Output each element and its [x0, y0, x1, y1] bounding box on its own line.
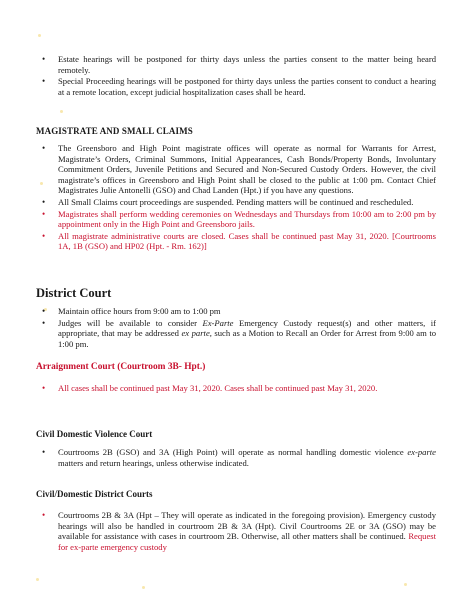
- list-item: • Magistrates shall perform wedding ceremonies on Wednesdays and Thursdays from 10:00 am to 2:00 pm by appointment only in the High Point and Greensboro jails.: [42, 208, 436, 230]
- bullet-icon: •: [42, 196, 46, 207]
- scan-speck: [404, 583, 407, 586]
- list-item: • Courtrooms 2B (GSO) and 3A (High Point) will operate as normal handling domestic violence ex-parte matters and return hearings, unless otherwise indicated.: [42, 447, 436, 468]
- section-heading: Civil/Domestic District Courts: [36, 489, 153, 499]
- district-bullets: [36, 306, 436, 350]
- civil-dv-bullets: [36, 447, 436, 469]
- section-heading: Arraignment Court (Courtroom 3B- Hpt.): [36, 362, 206, 372]
- section-heading: MAGISTRATE AND SMALL CLAIMS: [36, 126, 193, 136]
- list-item: • All magistrate administrative courts are closed. Cases shall be continued past May 31, 2020. [Courtrooms 1A, 1B (GSO) and HP02 (Hpt. - Rm. 162)]: [42, 230, 436, 252]
- list-item: • Estate hearings will be postponed for thirty days unless the parties consent to the matter being heard remotely.: [42, 54, 436, 75]
- civil-district-bullets: [36, 510, 436, 553]
- scan-speck: [142, 586, 145, 589]
- bullet-icon: •: [42, 383, 46, 393]
- bullet-icon: •: [42, 510, 46, 520]
- arraignment-section: [36, 362, 436, 372]
- section-heading: Civil Domestic Violence Court: [36, 429, 153, 439]
- list-item: • Courtrooms 2B & 3A (Hpt – They will operate as indicated in the foregoing provision). Emergency custody hearings will also be handled in courtroom 2B & 3A (Hpt). Civil Courtrooms 2E or 3A (GSO) may be available for assistance with cases in courtroom 2B. Otherwise, all other matters shall be continued. Request for ex-parte emergency custody: [42, 510, 436, 552]
- bullet-icon: •: [42, 230, 46, 241]
- civil-dv-section: [36, 429, 436, 439]
- list-item: • All cases shall be continued past May 31, 2020. Cases shall be continued past May 31, 2020.: [42, 383, 378, 393]
- magistrate-section: [36, 126, 436, 136]
- bullet-icon: •: [42, 208, 46, 219]
- bullet-icon: •: [42, 306, 46, 316]
- list-item: • Judges will be available to consider Ex-Parte Emergency Custody request(s) and other matters, if appropriate, that may be addressed ex parte, such as a Motion to Recall an Order for Arrest from 9:00 am to 1:00 pm.: [42, 317, 437, 349]
- bullet-icon: •: [42, 143, 46, 153]
- scan-speck: [36, 578, 39, 581]
- bullet-icon: •: [42, 317, 46, 328]
- magistrate-bullets: [36, 143, 436, 253]
- scan-speck: [60, 110, 63, 113]
- bullet-icon: •: [42, 447, 46, 457]
- civil-district-section: [36, 489, 436, 499]
- bullet-icon: •: [42, 76, 46, 87]
- scan-speck: [38, 34, 41, 37]
- district-section: [36, 286, 436, 301]
- list-item: • Special Proceeding hearings will be postponed for thirty days unless the parties consent to conduct a hearing at a remote location, except judicial hospitalization cases shall be heard.: [42, 76, 436, 97]
- arraignment-bullets: [36, 383, 436, 395]
- intro-section: [36, 54, 436, 98]
- list-item: • The Greensboro and High Point magistrate offices will operate as normal for Warrants for Arrest, Magistrate’s Orders, Criminal Summons, Initial Appearances, Cash Bonds/Property Bonds, Involuntary Commitment Orders, Juvenile Petitions and Secured and Non-Secured Custody Orders. However, the civil magistrate’s offices in Greensboro and High Point shall be closed to the public at 1:00 pm. Contact Chief Magistrates Julie Antonelli (GSO) and Chad Landen (Hpt.) if you have any questions.: [42, 143, 436, 196]
- list-item: • Maintain office hours from 9:00 am to 1:00 pm: [42, 306, 221, 316]
- bullet-icon: •: [42, 54, 46, 64]
- page-title: District Court: [36, 286, 112, 300]
- list-item: • All Small Claims court proceedings are suspended. Pending matters will be continued and rescheduled.: [42, 196, 414, 207]
